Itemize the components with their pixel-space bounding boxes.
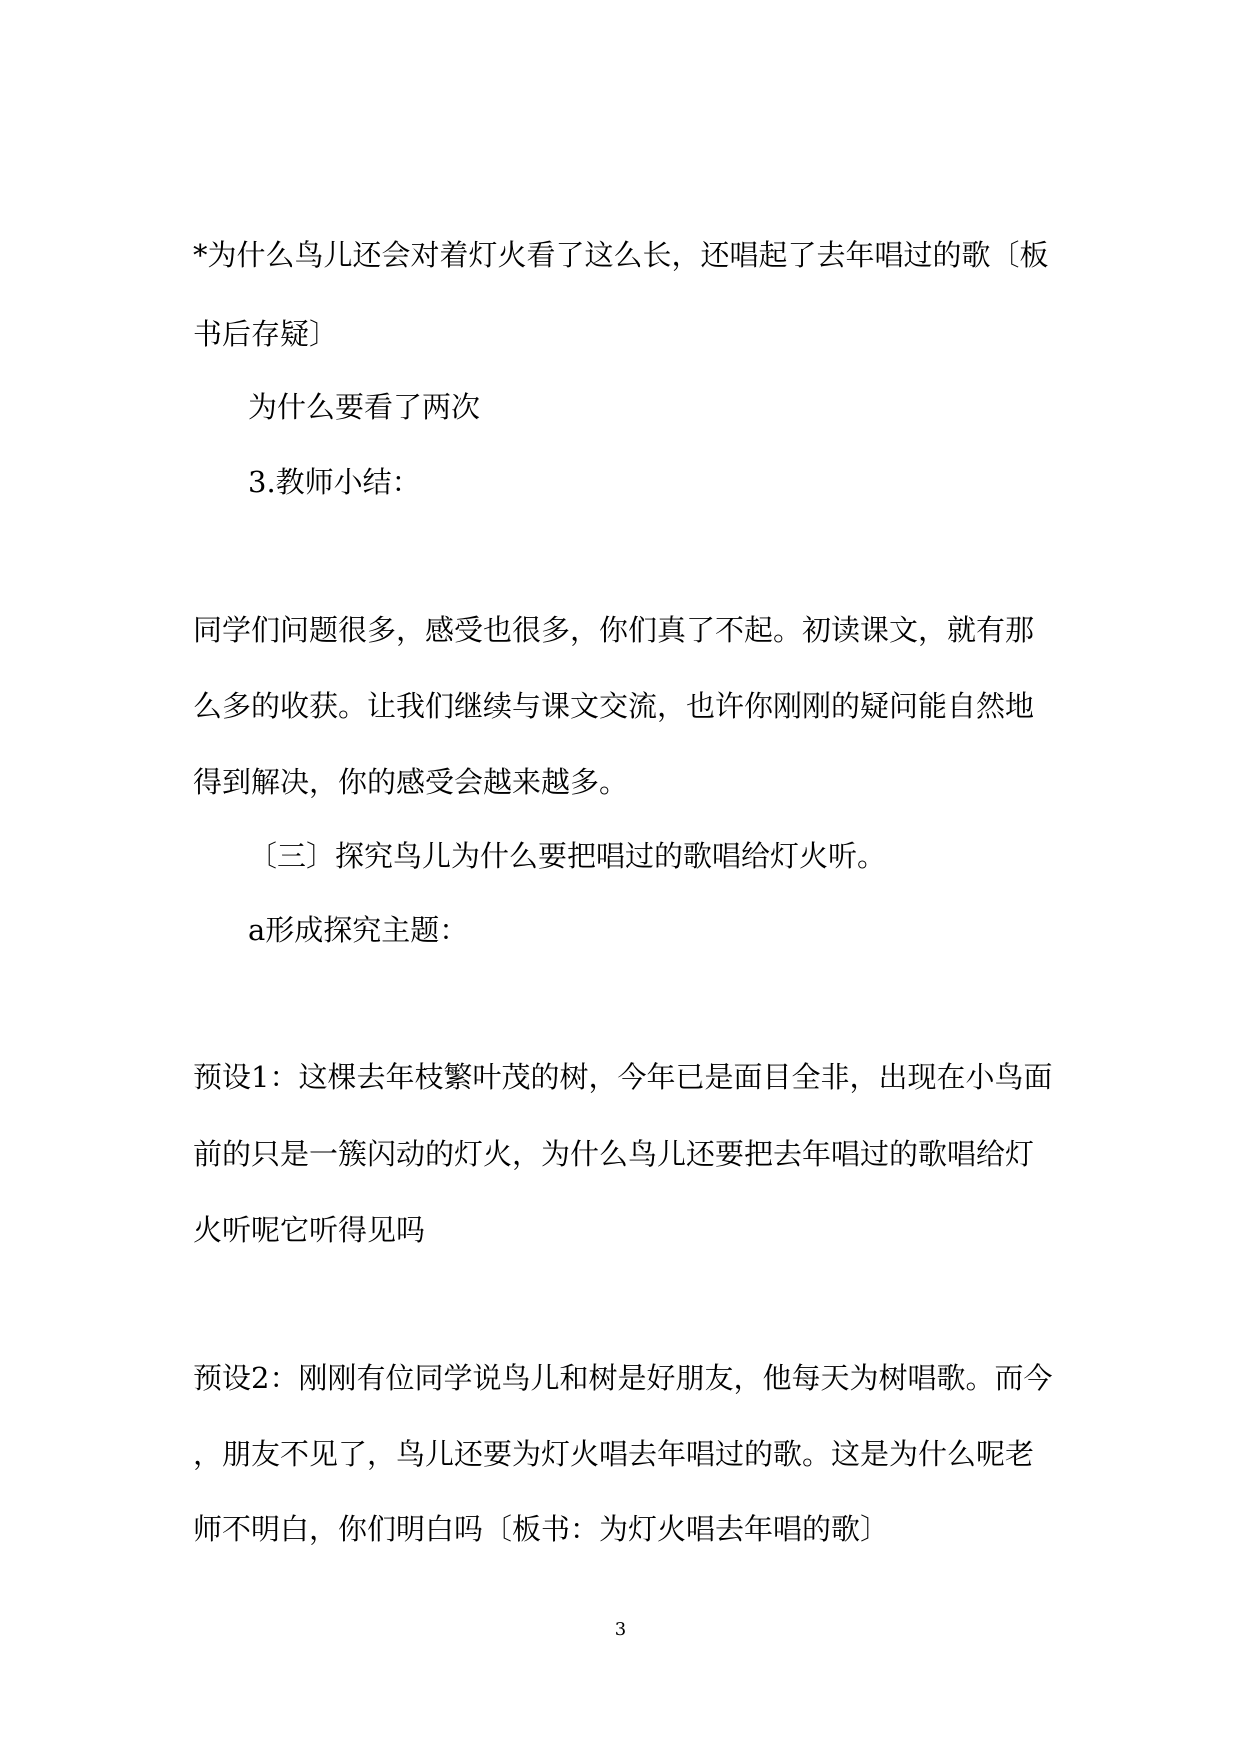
summary-line-2: 么多的收获。让我们继续与课文交流，也许你刚刚的疑问能自然地 xyxy=(193,689,1035,723)
preset-1-line-2: 前的只是一簇闪动的灯火，为什么鸟儿还要把去年唱过的歌唱给灯 xyxy=(193,1137,1035,1171)
preset-1-line-1: 预设1：这棵去年枝繁叶茂的树，今年已是面目全非，出现在小鸟面 xyxy=(193,1060,1053,1094)
question-look-twice: 为什么要看了两次 xyxy=(248,390,481,424)
preset-2-line-2: ，朋友不见了，鸟儿还要为灯火唱去年唱过的歌。这是为什么呢老 xyxy=(193,1437,1035,1471)
paragraph-question-line-2: 书后存疑〕 xyxy=(193,317,339,351)
preset-1-line-3: 火听呢它听得见吗 xyxy=(193,1213,426,1247)
preset-2-line-3: 师不明白，你们明白吗〔板书：为灯火唱去年唱的歌〕 xyxy=(193,1512,890,1546)
summary-line-1: 同学们问题很多，感受也很多，你们真了不起。初读课文，就有那 xyxy=(193,613,1035,647)
paragraph-question-line-1: *为什么鸟儿还会对着灯火看了这么长，还唱起了去年唱过的歌〔板 xyxy=(193,238,1049,272)
section-three-heading: 〔三〕探究鸟儿为什么要把唱过的歌唱给灯火听。 xyxy=(248,839,887,873)
summary-line-3: 得到解决，你的感受会越来越多。 xyxy=(193,765,629,799)
inquiry-theme-heading: a形成探究主题： xyxy=(248,913,469,947)
teacher-summary-heading: 3.教师小结： xyxy=(248,465,421,499)
page-number: 3 xyxy=(614,1619,627,1640)
preset-2-line-1: 预设2：刚刚有位同学说鸟儿和树是好朋友，他每天为树唱歌。而今 xyxy=(193,1361,1053,1395)
